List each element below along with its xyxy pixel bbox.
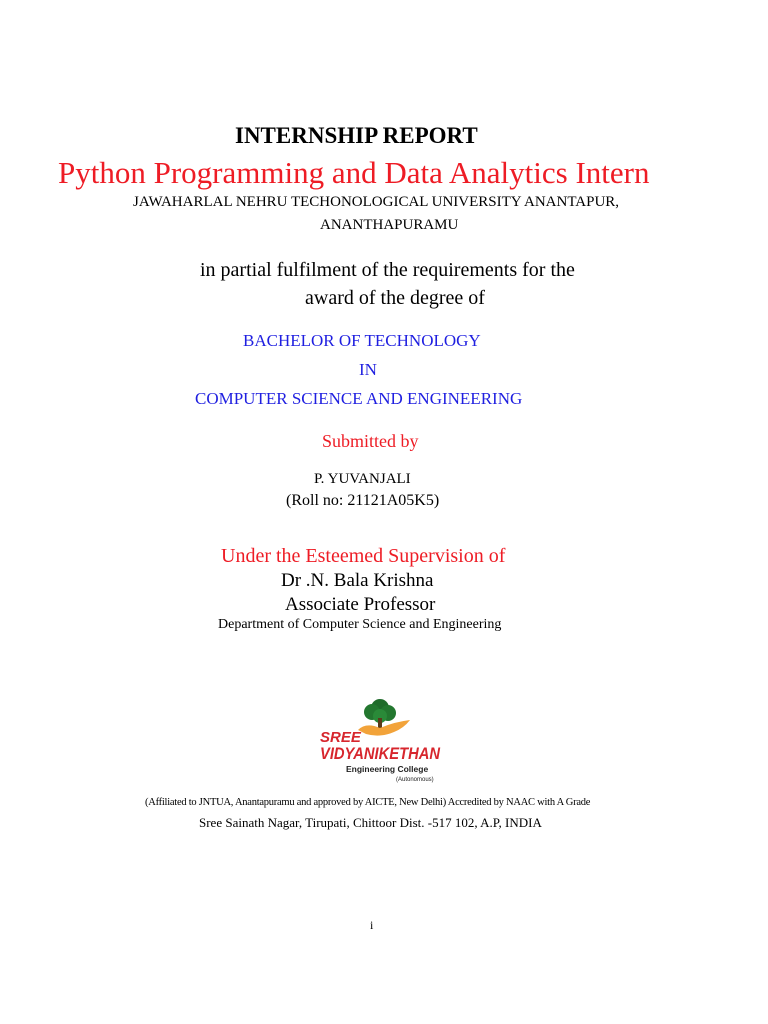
logo-line-1: SREE [320,729,361,746]
affiliation-text: (Affiliated to JNTUA, Anantapuramu and approved by AICTE, New Delhi) Accredited by NAAC with A Grade [145,797,591,808]
student-name: P. YUVANJALI [314,471,411,487]
hand-icon [358,720,410,736]
university-line-2: ANANTHAPURAMU [320,217,459,233]
supervision-label: Under the Esteemed Supervision of [221,545,506,567]
college-logo [318,692,442,792]
purpose-line-2: award of the degree of [305,287,485,309]
purpose-line-1: in partial fulfilment of the requirements for the [200,259,575,281]
roll-number: (Roll no: 21121A05K5) [286,492,440,509]
department: Department of Computer Science and Engineering [218,617,502,632]
logo-line-4: (Autonomous) [396,777,434,783]
degree-line-2: IN [359,360,377,379]
report-heading: INTERNSHIP REPORT [235,123,478,148]
college-logo-graphic [318,692,442,792]
college-address: Sree Sainath Nagar, Tirupati, Chittoor Dist. -517 102, A.P, INDIA [199,815,542,830]
logo-line-3: Engineering College [346,764,429,774]
supervisor-name: Dr .N. Bala Krishna [281,570,434,591]
degree-line-3: COMPUTER SCIENCE AND ENGINEERING [195,389,523,408]
tree-icon [364,699,396,728]
report-title: Python Programming and Data Analytics Intern [58,155,650,190]
university-line-1: JAWAHARLAL NEHRU TECHONOLOGICAL UNIVERSITY ANANTAPUR, [133,194,620,210]
submitted-by-label: Submitted by [322,431,419,451]
degree-line-1: BACHELOR OF TECHNOLOGY [243,331,481,350]
supervisor-title: Associate Professor [285,594,436,615]
page-number: i [370,918,374,932]
logo-line-2: VIDYANIKETHAN [320,744,441,763]
